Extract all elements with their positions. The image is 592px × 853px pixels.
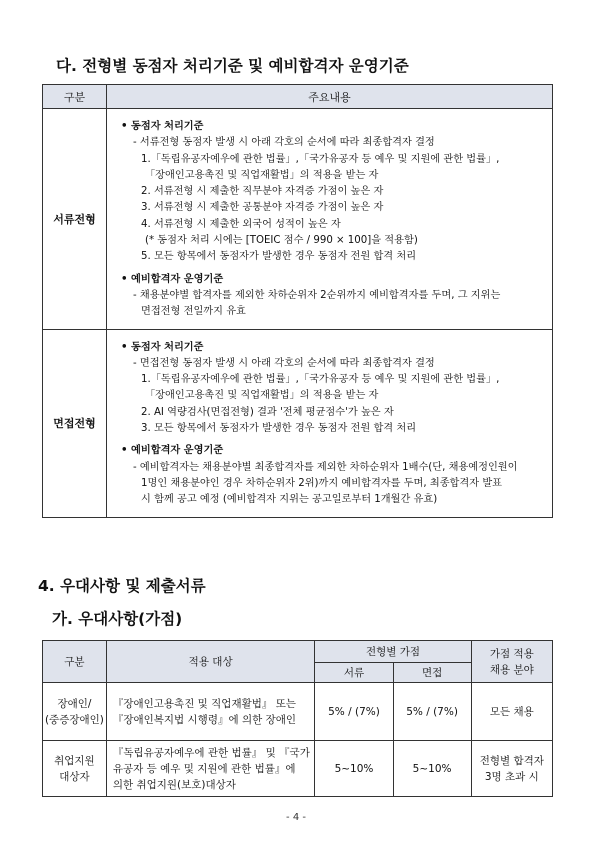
row-field-line: 3명 초과 시 <box>484 770 539 783</box>
header-category: 구분 <box>43 641 107 683</box>
table-header-row <box>43 641 553 663</box>
row-field: 모든 채용 <box>471 683 552 741</box>
tie-breaker-table <box>42 84 553 518</box>
row-target-line: 『장애인복지법 시행령』에 의한 장애인 <box>112 713 297 726</box>
header-interview: 면접 <box>393 663 471 683</box>
content-line: 1명인 채용분야인 경우 차하순위자 2위)까지 예비합격자를 두며, 최종합격자 발표 <box>141 477 502 489</box>
content-line: - 서류전형 동점자 발생 시 아래 각호의 순서에 따라 최종합격자 결정 <box>133 137 435 149</box>
row-target-line: 『독립유공자예우에 관한 법률』 및 『국가 <box>112 746 310 759</box>
row-category-line: 대상자 <box>59 770 90 783</box>
row-target <box>106 683 315 741</box>
row-target <box>106 741 315 797</box>
row-doc-points: 5~10% <box>315 741 393 797</box>
table-row <box>43 741 553 797</box>
row-category-line: 취업지원 <box>54 754 95 767</box>
row-content <box>107 109 553 330</box>
section-title-d: 다. 전형별 동점자 처리기준 및 예비합격자 운영기준 <box>56 57 409 75</box>
header-target: 적용 대상 <box>106 641 315 683</box>
bullet-heading: • 예비합격자 운영기준 <box>121 445 224 457</box>
section-title-ga: 가. 우대사항(가점) <box>52 610 183 628</box>
row-field-line: 전형별 합격자 <box>479 754 544 767</box>
table-header-row <box>43 85 553 109</box>
content-line: - 면접전형 동점자 발생 시 아래 각호의 순서에 따라 최종합격자 결정 <box>133 357 435 369</box>
section-title-4: 4. 우대사항 및 제출서류 <box>38 577 206 595</box>
content-line: 「장애인고용촉진 및 직업재활법」의 적용을 받는 자 <box>145 390 379 402</box>
row-category-line: (중증장애인) <box>44 713 104 726</box>
content-line: - 채용분야별 합격자를 제외한 차하순위자 2순위까지 예비합격자를 두며, 그 지위는 <box>133 289 501 301</box>
row-category <box>43 683 107 741</box>
content-line: 1.「독립유공자예우에 관한 법률」,「국가유공자 등 예우 및 지원에 관한 법률」, <box>141 153 500 165</box>
content-line: 면접전형 전일까지 유효 <box>141 306 246 318</box>
header-field-line: 가점 적용 <box>489 647 534 660</box>
content-line: 1.「독립유공자예우에 관한 법률」,「국가유공자 등 예우 및 지원에 관한 법률」, <box>141 374 500 386</box>
header-field <box>471 641 552 683</box>
content-line: 4. 서류전형 시 제출한 외국어 성적이 높은 자 <box>141 218 341 230</box>
row-field <box>471 741 552 797</box>
content-line: 5. 모든 항목에서 동점자가 발생한 경우 동점자 전원 합격 처리 <box>141 251 417 263</box>
header-points: 전형별 가점 <box>315 641 471 663</box>
header-category: 구분 <box>43 85 107 109</box>
header-content: 주요내용 <box>107 85 553 109</box>
table-row <box>43 683 553 741</box>
row-interview-points: 5~10% <box>393 741 471 797</box>
content-line: 2. AI 역량검사(면접전형) 결과 '전체 평균점수'가 높은 자 <box>141 406 394 418</box>
table-row <box>43 329 553 517</box>
header-field-line: 채용 분야 <box>489 663 534 676</box>
row-interview-points: 5% / (7%) <box>393 683 471 741</box>
content-line: 시 함께 공고 예정 (예비합격자 지위는 공고일로부터 1개월간 유효) <box>141 494 438 506</box>
content-line: 3. 서류전형 시 제출한 공통분야 자격증 가점이 높은 자 <box>141 202 384 214</box>
row-target-line: 유공자 등 예우 및 지원에 관한 법률』에 <box>112 762 296 775</box>
row-content <box>107 329 553 517</box>
bullet-heading: • 동점자 처리기준 <box>121 341 204 353</box>
content-line: (* 동점자 처리 시에는 [TOEIC 점수 / 990 × 100]을 적용함) <box>145 235 418 247</box>
row-target-line: 『장애인고용촉진 및 직업재활법』 또는 <box>112 697 297 710</box>
row-category: 면접전형 <box>43 329 107 517</box>
preference-table <box>42 640 553 797</box>
page-number: - 4 - <box>286 812 306 823</box>
bullet-heading: • 동점자 처리기준 <box>121 121 204 132</box>
row-category: 서류전형 <box>43 109 107 330</box>
table-row <box>43 109 553 330</box>
bullet-heading: • 예비합격자 운영기준 <box>121 273 224 285</box>
content-line: 「장애인고용촉진 및 직업재활법」의 적용을 받는 자 <box>145 169 379 181</box>
row-category-line: 장애인/ <box>57 697 92 710</box>
row-category <box>43 741 107 797</box>
content-line: 3. 모든 항목에서 동점자가 발생한 경우 동점자 전원 합격 처리 <box>141 423 417 435</box>
header-doc: 서류 <box>315 663 393 683</box>
row-doc-points: 5% / (7%) <box>315 683 393 741</box>
content-line: - 예비합격자는 채용분야별 최종합격자를 제외한 차하순위자 1배수(단, 채용예정인원이 <box>133 461 518 473</box>
content-line: 2. 서류전형 시 제출한 직무분야 자격증 가점이 높은 자 <box>141 186 384 198</box>
row-target-line: 의한 취업지원(보호)대상자 <box>112 778 236 791</box>
